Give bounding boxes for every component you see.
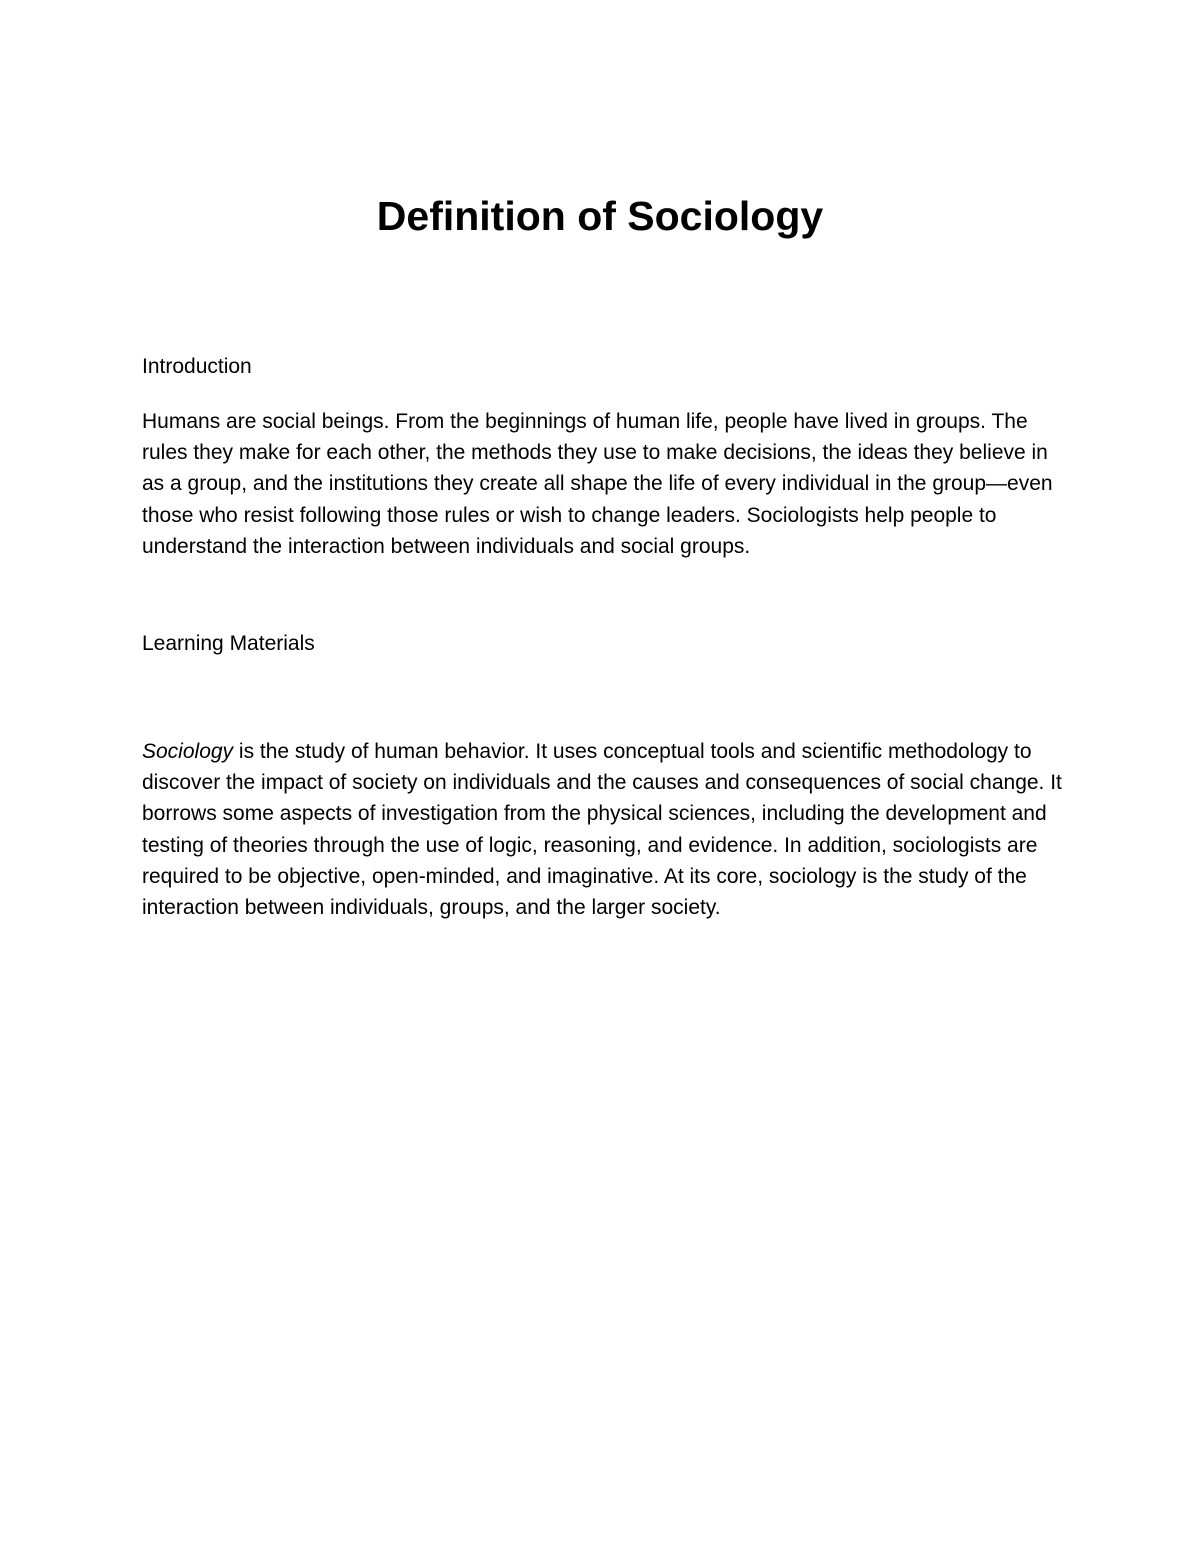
introduction-paragraph: Humans are social beings. From the beginnings of human life, people have lived in groups. The rules they make for each other, the methods they use to make decisions, the ideas they believe in as a group, and the institutions they create all shape the life of every individual in the group—even those who resist following those rules or wish to change leaders. Sociologists help people to understand the interaction between individuals and social groups. — [142, 410, 1053, 558]
learning-materials-heading: Learning Materials — [142, 632, 315, 655]
sociology-definition-text: is the study of human behavior. It uses conceptual tools and scientific methodology to discover the impact of society on individuals and the causes and consequences of social change. It borrows some aspects of investigation from the physical sciences, including the development and testing of theories through the use of logic, reasoning, and evidence. In addition, sociologists are required to be objective, open-minded, and imaginative. At its core, sociology is the study of the interaction between individuals, groups, and the larger society. — [142, 740, 1062, 920]
sociology-definition-paragraph — [142, 736, 1062, 923]
sociology-term: Sociology — [142, 740, 234, 763]
document-title: Definition of Sociology — [376, 193, 824, 239]
introduction-heading: Introduction — [142, 355, 252, 378]
